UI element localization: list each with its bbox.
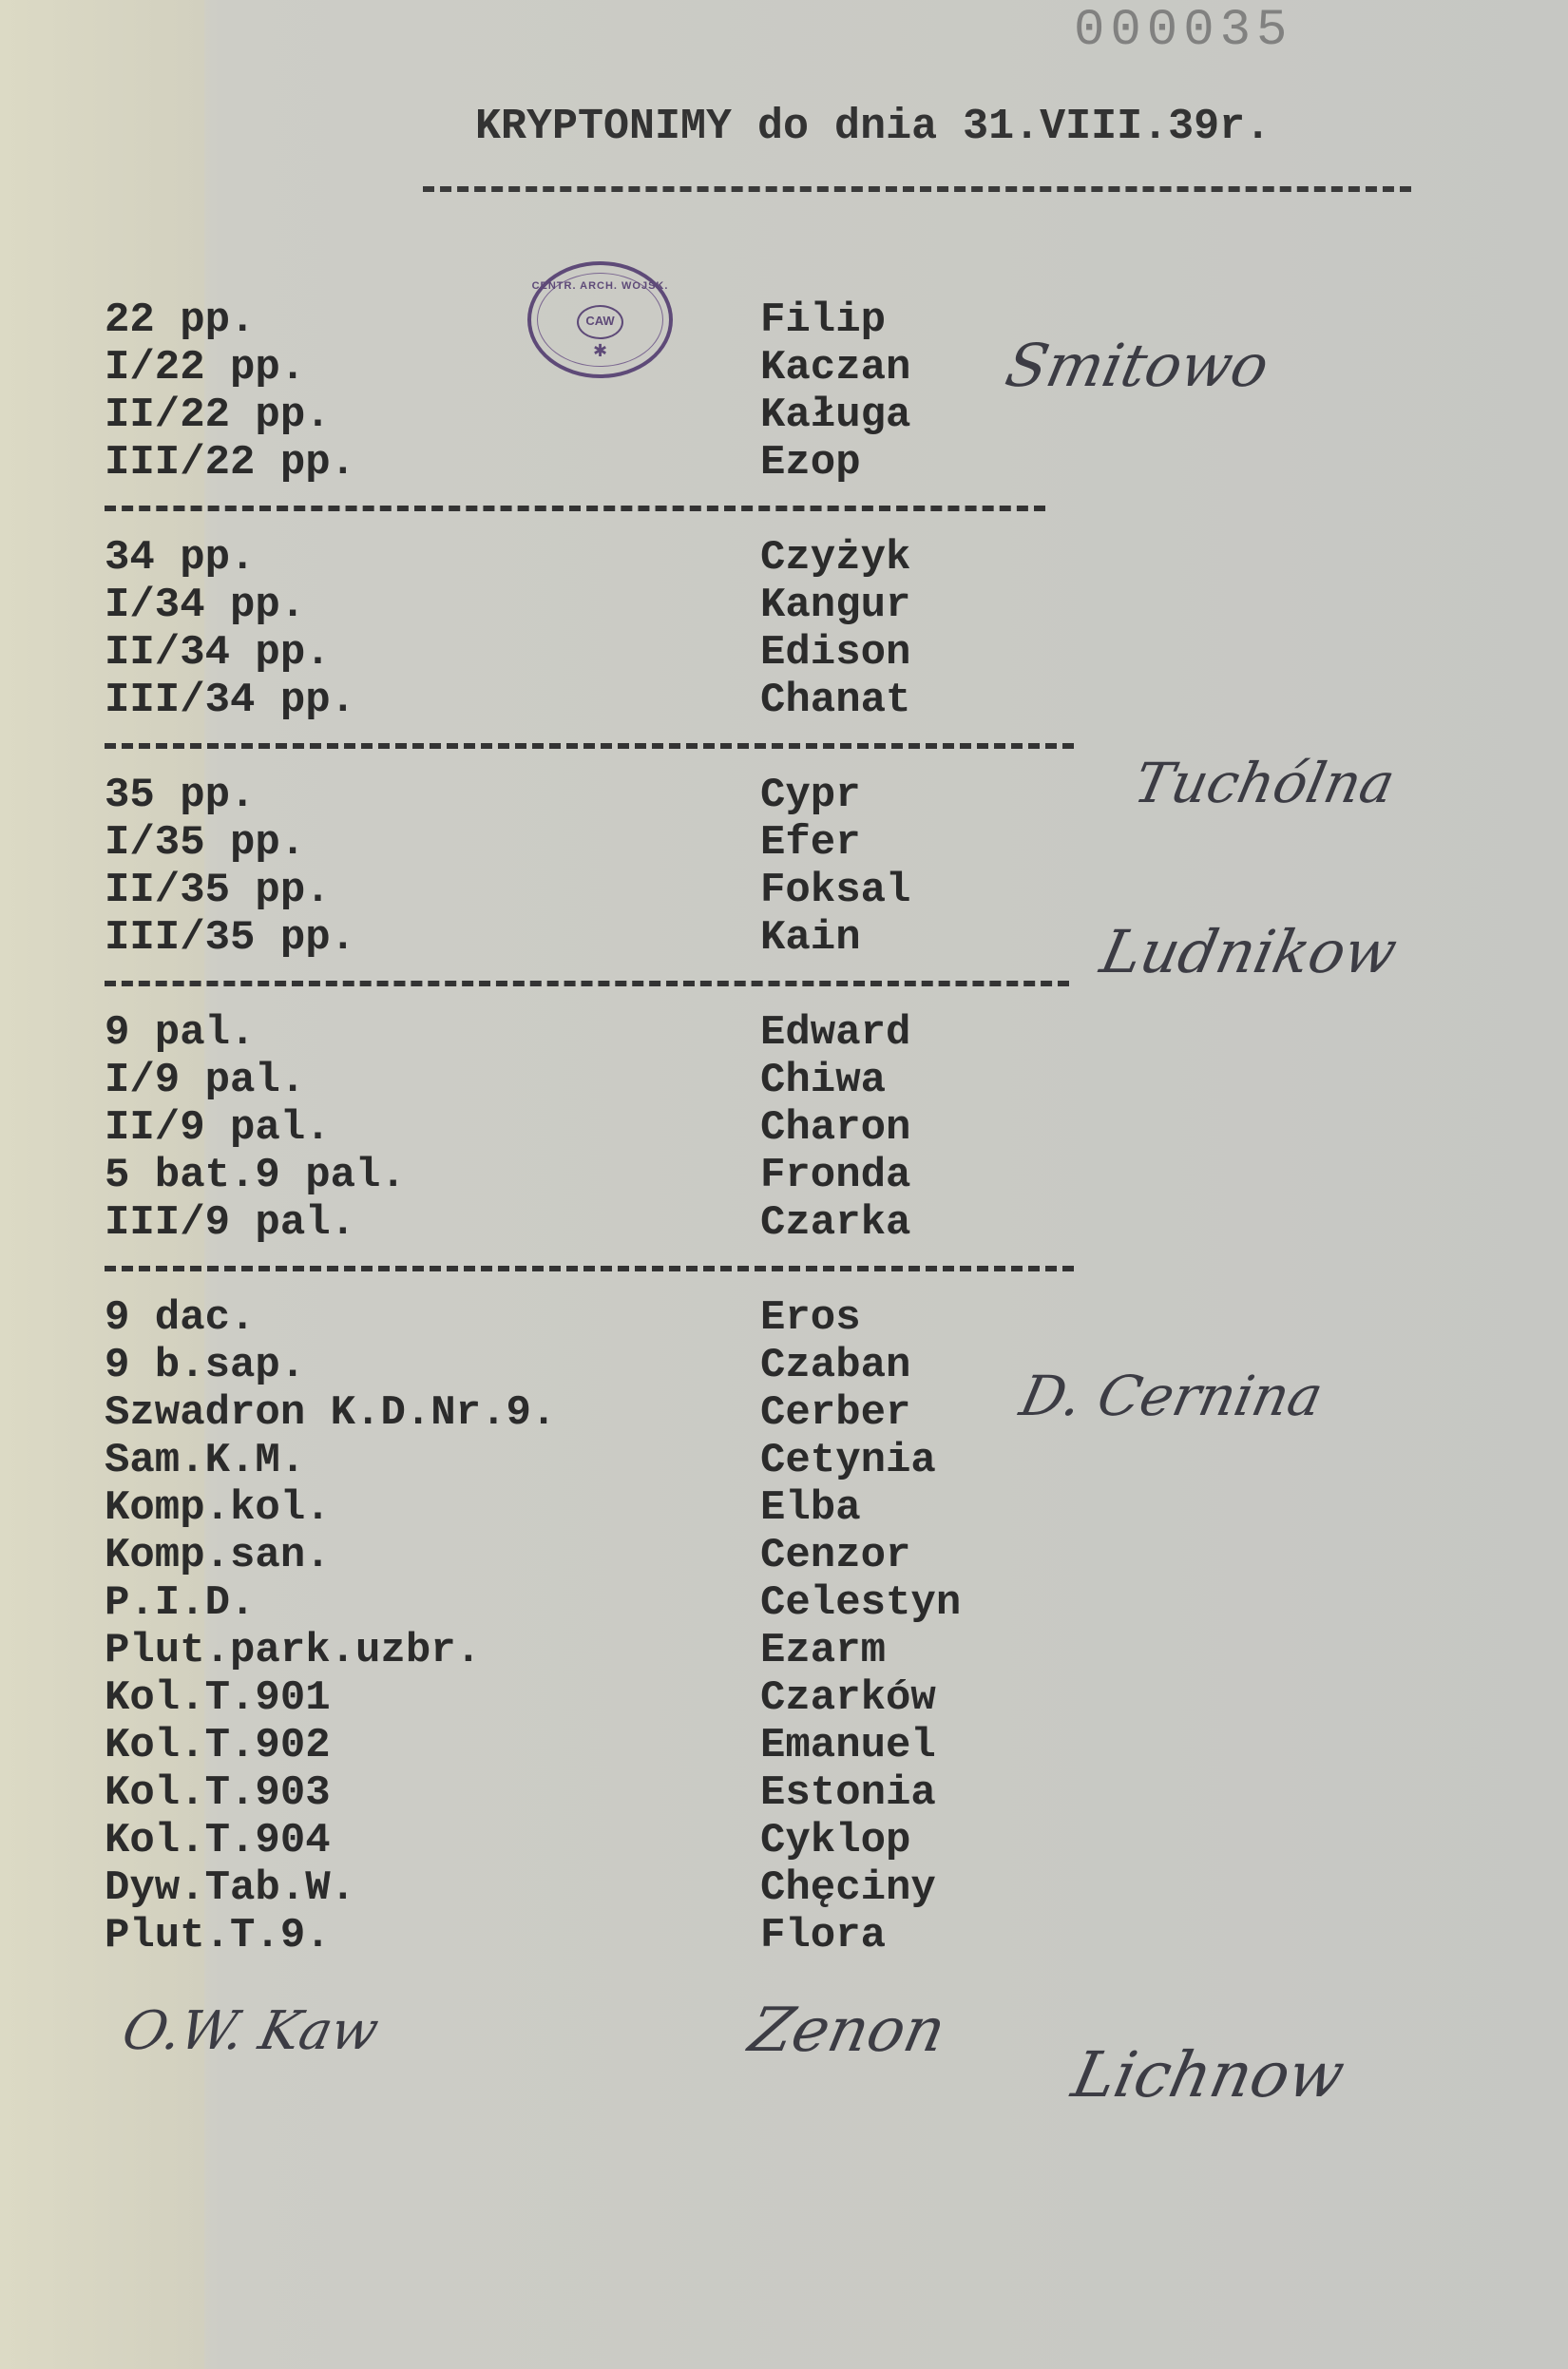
group-divider [105,1266,1074,1271]
unit-name: III/35 pp. [105,914,356,962]
unit-group [105,296,1055,487]
stamp-monogram: CAW [577,305,623,339]
cryptonym: Estonia [760,1769,936,1817]
unit-name: 5 bat.9 pal. [105,1152,406,1199]
unit-name: 9 dac. [105,1294,256,1342]
cryptonym: Czaban [760,1342,911,1389]
cryptonym: Cetynia [760,1437,936,1484]
handwritten-note: Ludnikow [1095,917,1404,986]
unit-group [105,1294,1055,1959]
cryptonym: Cenzor [760,1532,911,1579]
unit-name: 35 pp. [105,772,256,819]
table-row [105,1864,1055,1912]
handwritten-note: D. Cernina [1014,1364,1329,1428]
table-row [105,772,1055,819]
table-row [105,1722,1055,1769]
unit-name: Plut.T.9. [105,1912,331,1959]
unit-name: Komp.kol. [105,1484,331,1532]
table-row [105,1912,1055,1959]
table-row [105,392,1055,439]
cryptonym: Edward [760,1009,911,1057]
table-row [105,914,1055,962]
cryptonym: Chanat [760,677,911,724]
unit-name: II/22 pp. [105,392,331,439]
cryptonym: Eros [760,1294,861,1342]
cryptonym: Charon [760,1104,911,1152]
cryptonym: Chęciny [760,1864,936,1912]
cryptonym: Filip [760,296,887,344]
cryptonym: Kaługa [760,392,911,439]
cryptonym: Foksal [760,867,911,914]
unit-name: III/34 pp. [105,677,356,724]
cryptonym: Emanuel [760,1722,936,1769]
table-row [105,344,1055,392]
table-row [105,1437,1055,1484]
unit-name: II/34 pp. [105,629,331,677]
cryptonym: Chiwa [760,1057,887,1104]
cryptonym: Cerber [760,1389,911,1437]
cryptonym: Celestyn [760,1579,962,1627]
unit-name: Kol.T.903 [105,1769,331,1817]
unit-name: I/35 pp. [105,819,306,867]
unit-name: II/35 pp. [105,867,331,914]
unit-name: Szwadron K.D.Nr.9. [105,1389,557,1437]
table-row [105,867,1055,914]
cryptonym-table [105,296,1055,1959]
table-row [105,1009,1055,1057]
unit-name: III/9 pal. [105,1199,356,1247]
unit-name: II/9 pal. [105,1104,331,1152]
unit-name: 34 pp. [105,534,256,582]
handwritten-note: Smitowo [1000,331,1275,400]
cryptonym: Edison [760,629,911,677]
unit-name: Kol.T.902 [105,1722,331,1769]
cryptonym: Ezop [760,439,861,487]
table-row [105,1057,1055,1104]
table-row [105,1627,1055,1674]
cryptonym: Fronda [760,1152,911,1199]
table-row [105,1389,1055,1437]
table-row [105,296,1055,344]
table-row [105,1817,1055,1864]
cryptonym: Cypr [760,772,861,819]
handwritten-note: Zenon [743,1996,952,2066]
table-row [105,582,1055,629]
table-row [105,1199,1055,1247]
unit-name: 22 pp. [105,296,256,344]
cryptonym: Czyżyk [760,534,911,582]
unit-name: 9 pal. [105,1009,256,1057]
group-divider [105,981,1069,986]
cryptonym: Elba [760,1484,861,1532]
table-row [105,439,1055,487]
cryptonym: Czarków [760,1674,936,1722]
table-row [105,534,1055,582]
table-row [105,1579,1055,1627]
table-row [105,1342,1055,1389]
cryptonym: Kaczan [760,344,911,392]
cryptonym: Efer [760,819,861,867]
unit-name: Komp.san. [105,1532,331,1579]
cryptonym: Cyklop [760,1817,911,1864]
stamp-text: CENTR. ARCH. WOJSK. [531,280,669,292]
table-row [105,1769,1055,1817]
unit-name: P.I.D. [105,1579,256,1627]
unit-name: Kol.T.904 [105,1817,331,1864]
archive-number: 000035 [1074,2,1293,60]
cryptonym: Czarka [760,1199,911,1247]
table-row [105,677,1055,724]
handwritten-note: Lichnow [1065,2038,1351,2111]
table-row [105,1484,1055,1532]
group-divider [105,506,1045,511]
cryptonym: Ezarm [760,1627,887,1674]
unit-name: Dyw.Tab.W. [105,1864,356,1912]
cryptonym: Kangur [760,582,911,629]
table-row [105,1104,1055,1152]
table-row [105,1294,1055,1342]
table-row [105,1152,1055,1199]
unit-name: Sam.K.M. [105,1437,306,1484]
unit-group [105,772,1055,962]
unit-name: III/22 pp. [105,439,356,487]
unit-name: I/22 pp. [105,344,306,392]
unit-group [105,1009,1055,1247]
table-row [105,819,1055,867]
group-divider [105,743,1074,749]
unit-name: 9 b.sap. [105,1342,306,1389]
page-title: KRYPTONIMY do dnia 31.VIII.39r. [475,103,1272,151]
unit-name: Plut.park.uzbr. [105,1627,482,1674]
handwritten-note: O.W. Kaw [117,2000,384,2062]
stamp-star-icon: ✱ [592,341,608,361]
unit-name: I/9 pal. [105,1057,306,1104]
handwritten-note: Tuchólna [1128,751,1401,815]
unit-name: Kol.T.901 [105,1674,331,1722]
title-underline [423,186,1411,192]
table-row [105,1532,1055,1579]
unit-group [105,534,1055,724]
unit-name: I/34 pp. [105,582,306,629]
table-row [105,1674,1055,1722]
table-row [105,629,1055,677]
cryptonym: Kain [760,914,861,962]
cryptonym: Flora [760,1912,887,1959]
